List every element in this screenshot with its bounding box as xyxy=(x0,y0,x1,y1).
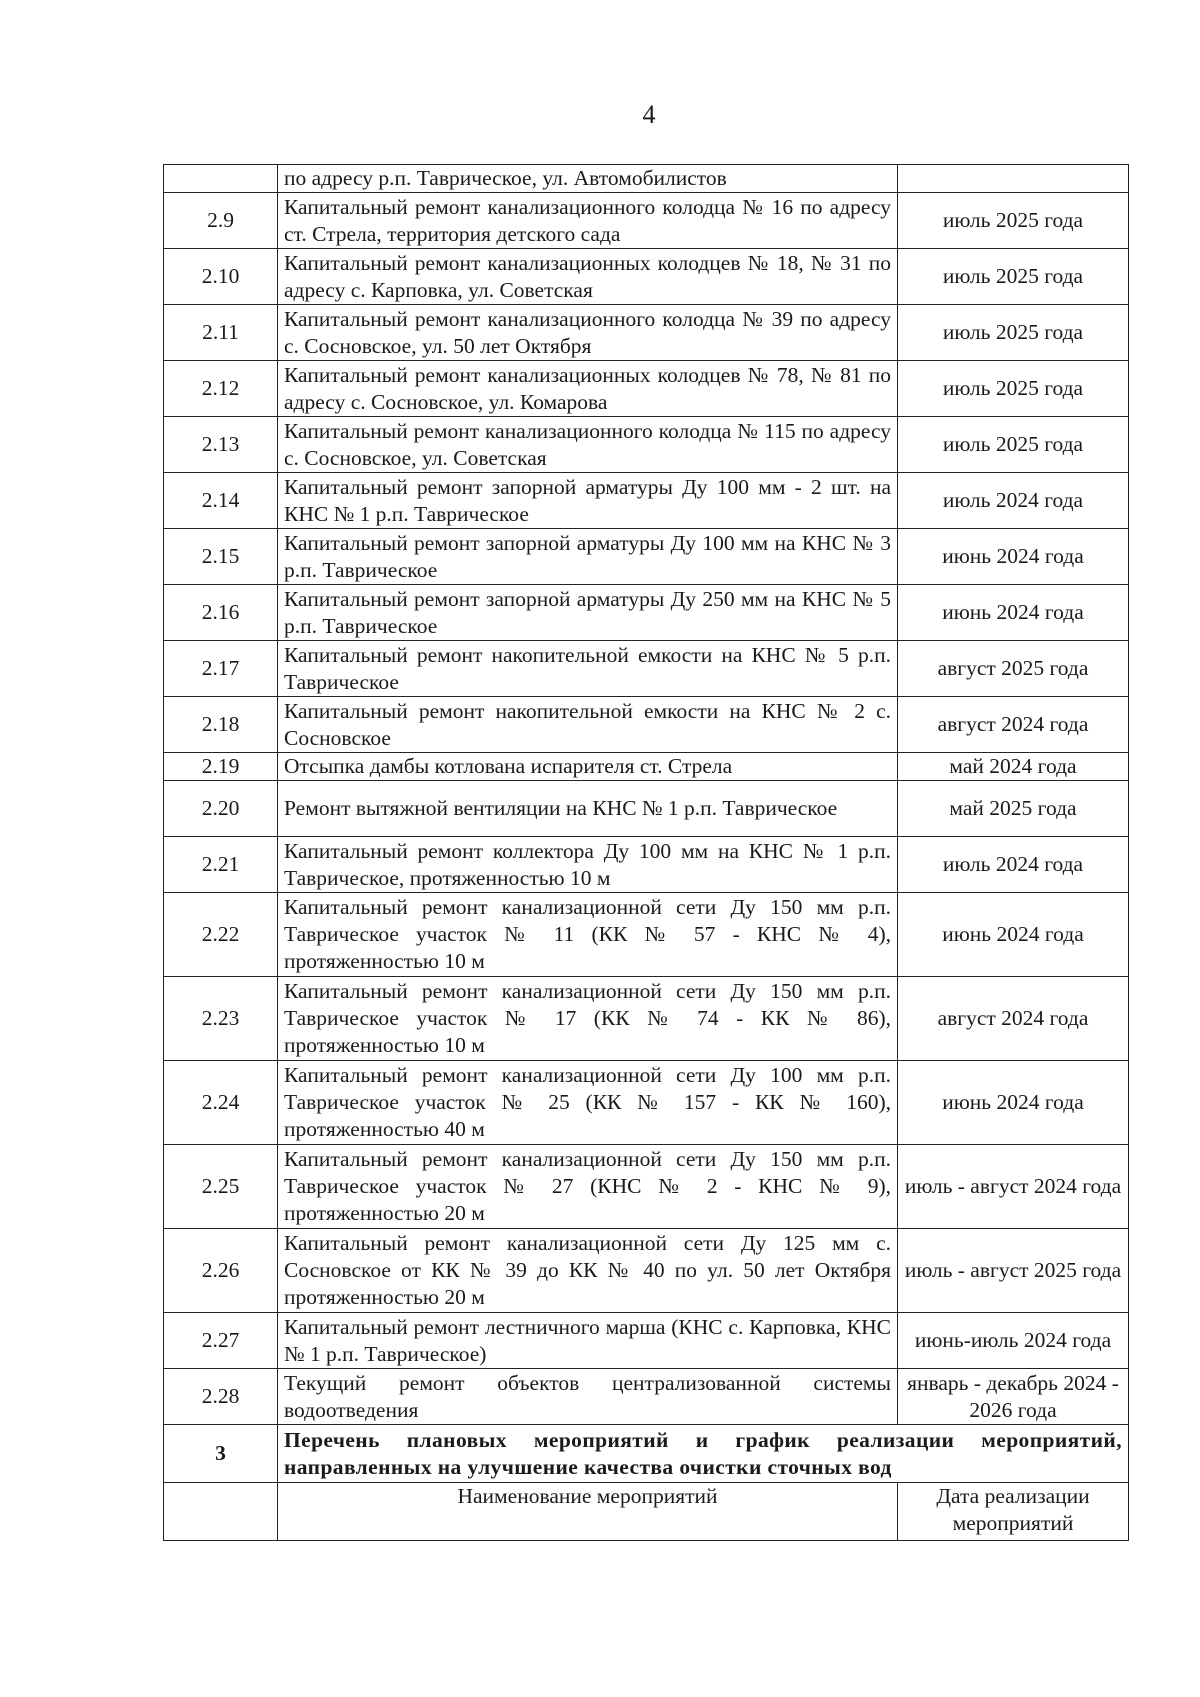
row-number: 2.23 xyxy=(164,977,278,1061)
row-number: 2.24 xyxy=(164,1061,278,1145)
row-measure-name: Капитальный ремонт запорной арматуры Ду 250 мм на КНС № 5 р.п. Таврическое xyxy=(278,585,898,641)
row-measure-name: Капитальный ремонт канализационной сети Ду 125 мм с. Сосновское от КК № 39 до КК № 40 по ул. 50 лет Октября протяженностью 20 м xyxy=(278,1229,898,1313)
table-row xyxy=(164,977,1129,1061)
row-number: 2.19 xyxy=(164,753,278,781)
row-date: июль 2025 года xyxy=(898,417,1129,473)
row-date: август 2024 года xyxy=(898,697,1129,753)
table-row xyxy=(164,473,1129,529)
row-measure-name: Капитальный ремонт канализационного колодца № 16 по адресу ст. Стрела, территория детского сада xyxy=(278,193,898,249)
table-row xyxy=(164,361,1129,417)
table-row xyxy=(164,1061,1129,1145)
row-date: январь - декабрь 2024 - 2026 года xyxy=(898,1369,1129,1425)
table-row xyxy=(164,1145,1129,1229)
row-measure-name: Капитальный ремонт накопительной емкости на КНС № 2 с. Сосновское xyxy=(278,697,898,753)
table-row xyxy=(164,837,1129,893)
row-date xyxy=(898,165,1129,193)
row-date: июль - август 2024 года xyxy=(898,1145,1129,1229)
row-measure-name: Капитальный ремонт запорной арматуры Ду 100 мм - 2 шт. на КНС № 1 р.п. Таврическое xyxy=(278,473,898,529)
row-date: июль 2025 года xyxy=(898,361,1129,417)
row-measure-name: Ремонт вытяжной вентиляции на КНС № 1 р.п. Таврическое xyxy=(278,781,898,837)
row-date: август 2024 года xyxy=(898,977,1129,1061)
row-date: июнь 2024 года xyxy=(898,893,1129,977)
row-measure-name: Капитальный ремонт канализационного колодца № 39 по адресу с. Сосновское, ул. 50 лет Октября xyxy=(278,305,898,361)
row-number: 2.27 xyxy=(164,1313,278,1369)
row-number: 2.15 xyxy=(164,529,278,585)
row-measure-name: Капитальный ремонт канализационной сети Ду 150 мм р.п. Таврическое участок № 11 (КК № 57 - КНС № 4), протяженностью 10 м xyxy=(278,893,898,977)
table-row xyxy=(164,249,1129,305)
row-measure-name: Капитальный ремонт канализационной сети Ду 100 мм р.п. Таврическое участок № 25 (КК № 157 - КК № 160), протяженностью 40 м xyxy=(278,1061,898,1145)
section-number: 3 xyxy=(164,1425,278,1483)
row-number: 2.10 xyxy=(164,249,278,305)
row-date: июль 2025 года xyxy=(898,193,1129,249)
table-row xyxy=(164,1313,1129,1369)
section-title: Перечень плановых мероприятий и график реализации мероприятий, направленных на улучшение качества очистки сточных вод xyxy=(278,1425,1129,1483)
page-number: 4 xyxy=(642,100,656,129)
column-header-name: Наименование мероприятий xyxy=(278,1483,898,1541)
table-row xyxy=(164,165,1129,193)
row-date: июнь 2024 года xyxy=(898,585,1129,641)
row-date: июль - август 2025 года xyxy=(898,1229,1129,1313)
row-measure-name: Капитальный ремонт канализационной сети Ду 150 мм р.п. Таврическое участок № 27 (КНС № 2 - КНС № 9), протяженностью 20 м xyxy=(278,1145,898,1229)
row-measure-name: Капитальный ремонт канализационных колодцев № 78, № 81 по адресу с. Сосновское, ул. Комарова xyxy=(278,361,898,417)
column-header-number xyxy=(164,1483,278,1541)
row-date: июнь-июль 2024 года xyxy=(898,1313,1129,1369)
table-row xyxy=(164,305,1129,361)
table-row xyxy=(164,585,1129,641)
row-measure-name: Капитальный ремонт лестничного марша (КНС с. Карповка, КНС № 1 р.п. Таврическое) xyxy=(278,1313,898,1369)
row-date: июль 2024 года xyxy=(898,837,1129,893)
row-number: 2.11 xyxy=(164,305,278,361)
table-row xyxy=(164,753,1129,781)
row-number: 2.28 xyxy=(164,1369,278,1425)
row-date: май 2025 года xyxy=(898,781,1129,837)
table-row xyxy=(164,193,1129,249)
measures-table xyxy=(163,164,1129,1541)
row-number: 2.9 xyxy=(164,193,278,249)
column-header-date: Дата реализации мероприятий xyxy=(898,1483,1129,1541)
column-header-row xyxy=(164,1483,1129,1541)
table-row xyxy=(164,893,1129,977)
row-number: 2.26 xyxy=(164,1229,278,1313)
row-number: 2.13 xyxy=(164,417,278,473)
row-measure-name: Капитальный ремонт запорной арматуры Ду 100 мм на КНС № 3 р.п. Таврическое xyxy=(278,529,898,585)
row-measure-name: Текущий ремонт объектов централизованной системы водоотведения xyxy=(278,1369,898,1425)
row-date: июль 2025 года xyxy=(898,249,1129,305)
row-measure-name: Капитальный ремонт канализационного колодца № 115 по адресу с. Сосновское, ул. Советская xyxy=(278,417,898,473)
row-number: 2.18 xyxy=(164,697,278,753)
row-date: июль 2025 года xyxy=(898,305,1129,361)
row-date: июль 2024 года xyxy=(898,473,1129,529)
table-row xyxy=(164,529,1129,585)
row-measure-name: Капитальный ремонт коллектора Ду 100 мм на КНС № 1 р.п. Таврическое, протяженностью 10 м xyxy=(278,837,898,893)
row-measure-name: Капитальный ремонт накопительной емкости на КНС № 5 р.п. Таврическое xyxy=(278,641,898,697)
table-row xyxy=(164,1369,1129,1425)
row-date: май 2024 года xyxy=(898,753,1129,781)
table-row xyxy=(164,641,1129,697)
table-row xyxy=(164,417,1129,473)
row-number: 2.16 xyxy=(164,585,278,641)
row-measure-name: Отсыпка дамбы котлована испарителя ст. Стрела xyxy=(278,753,898,781)
table-row xyxy=(164,1229,1129,1313)
table-row xyxy=(164,781,1129,837)
row-measure-name: по адресу р.п. Таврическое, ул. Автомобилистов xyxy=(278,165,898,193)
row-date: июнь 2024 года xyxy=(898,529,1129,585)
table-row xyxy=(164,697,1129,753)
row-number: 2.12 xyxy=(164,361,278,417)
row-measure-name: Капитальный ремонт канализационных колодцев № 18, № 31 по адресу с. Карповка, ул. Советская xyxy=(278,249,898,305)
row-number: 2.14 xyxy=(164,473,278,529)
row-number xyxy=(164,165,278,193)
row-number: 2.17 xyxy=(164,641,278,697)
row-number: 2.21 xyxy=(164,837,278,893)
row-number: 2.20 xyxy=(164,781,278,837)
row-date: июнь 2024 года xyxy=(898,1061,1129,1145)
section-header-row xyxy=(164,1425,1129,1483)
row-number: 2.22 xyxy=(164,893,278,977)
row-measure-name: Капитальный ремонт канализационной сети Ду 150 мм р.п. Таврическое участок № 17 (КК № 74 - КК № 86), протяженностью 10 м xyxy=(278,977,898,1061)
row-date: август 2025 года xyxy=(898,641,1129,697)
row-number: 2.25 xyxy=(164,1145,278,1229)
